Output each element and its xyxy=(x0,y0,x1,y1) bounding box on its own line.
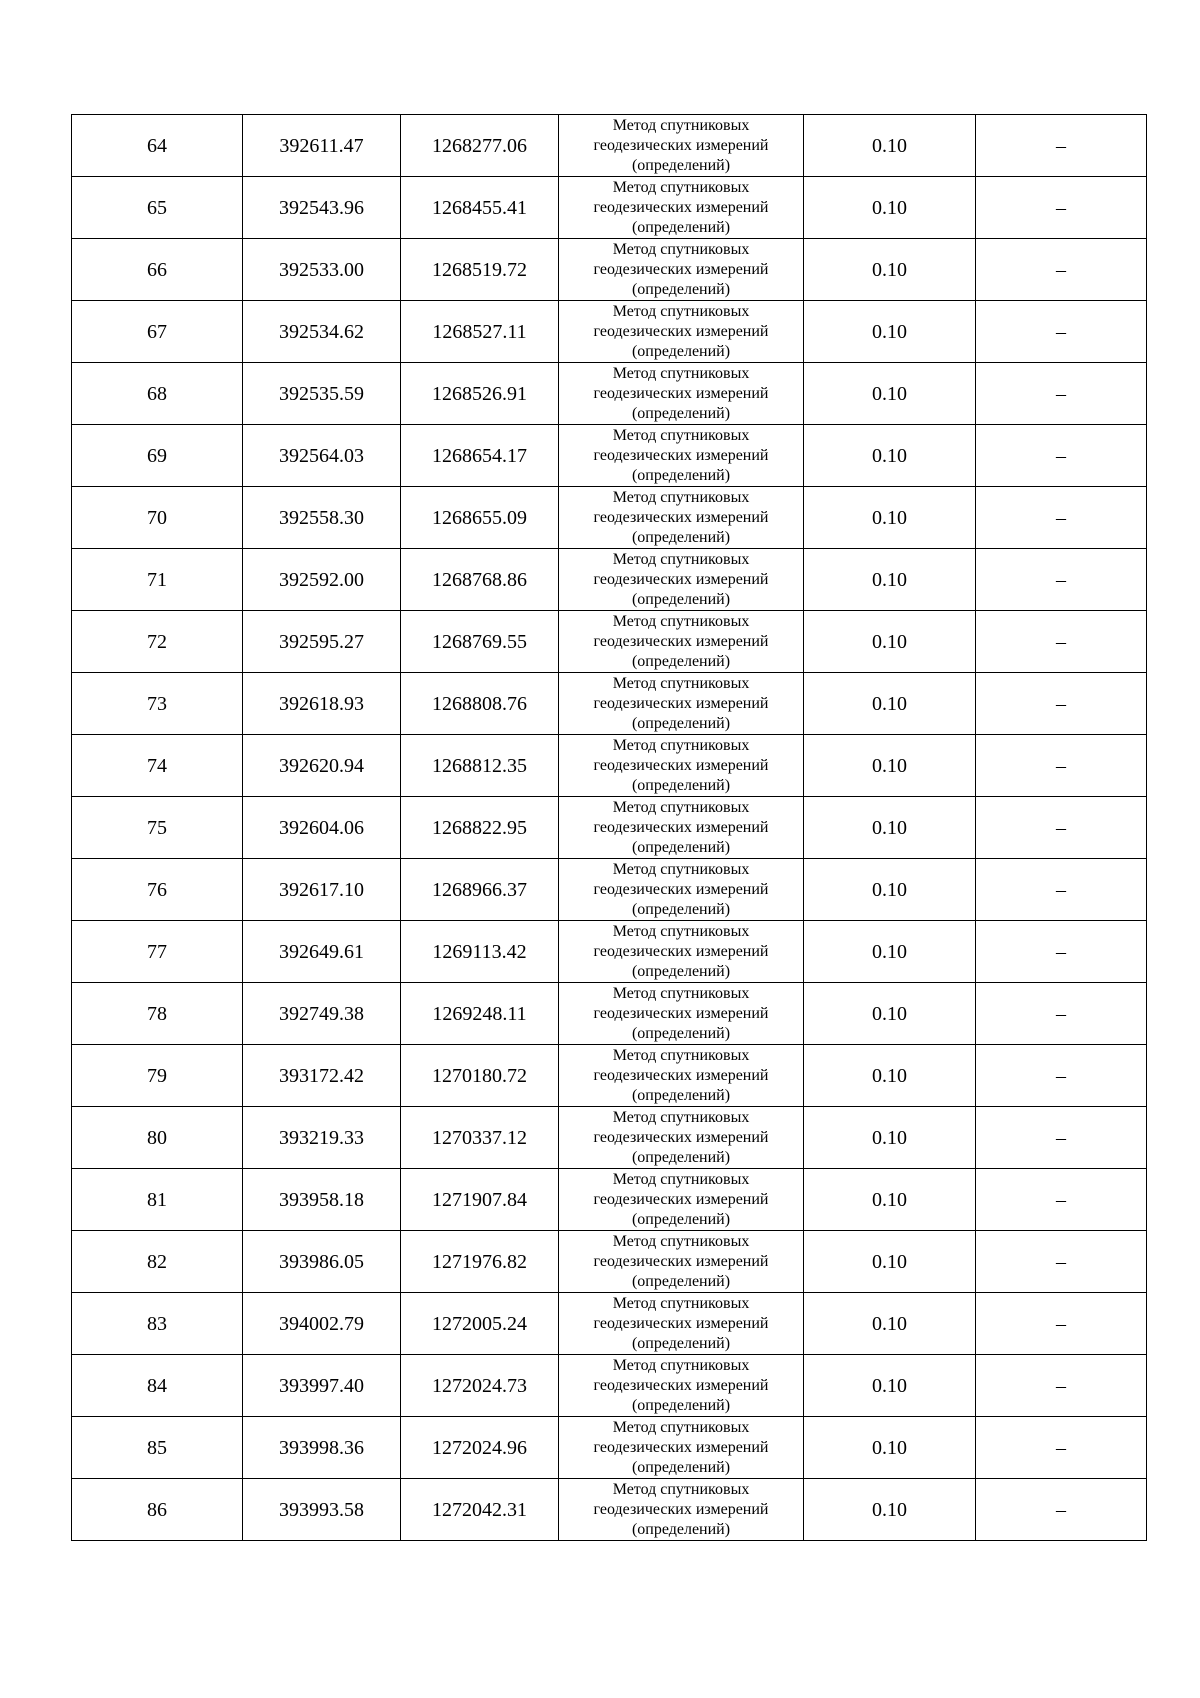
cell-accuracy: 0.10 xyxy=(804,797,976,859)
cell-point-number: 72 xyxy=(72,611,243,673)
coordinates-table-body xyxy=(72,115,1147,1541)
cell-method xyxy=(559,983,804,1045)
method-line: геодезических измерений xyxy=(593,198,769,216)
table-row xyxy=(72,1107,1147,1169)
cell-accuracy: 0.10 xyxy=(804,1355,976,1417)
cell-method xyxy=(559,1107,804,1169)
cell-note: – xyxy=(976,1417,1147,1479)
cell-y-coordinate: 1268654.17 xyxy=(401,425,559,487)
method-line: (определений) xyxy=(631,342,731,360)
table-row xyxy=(72,363,1147,425)
cell-point-number: 81 xyxy=(72,1169,243,1231)
method-line: Метод спутниковых xyxy=(612,1108,750,1126)
cell-method xyxy=(559,1045,804,1107)
method-line: геодезических измерений xyxy=(593,880,769,898)
cell-x-coordinate: 392595.27 xyxy=(243,611,401,673)
cell-x-coordinate: 392611.47 xyxy=(243,115,401,177)
cell-point-number: 67 xyxy=(72,301,243,363)
cell-y-coordinate: 1270180.72 xyxy=(401,1045,559,1107)
method-line: Метод спутниковых xyxy=(612,1294,750,1312)
method-line: геодезических измерений xyxy=(593,1004,769,1022)
cell-point-number: 85 xyxy=(72,1417,243,1479)
cell-y-coordinate: 1268769.55 xyxy=(401,611,559,673)
table-row xyxy=(72,1169,1147,1231)
cell-accuracy: 0.10 xyxy=(804,363,976,425)
method-line: Метод спутниковых xyxy=(612,922,750,940)
cell-method xyxy=(559,115,804,177)
cell-note: – xyxy=(976,363,1147,425)
cell-point-number: 71 xyxy=(72,549,243,611)
cell-x-coordinate: 393993.58 xyxy=(243,1479,401,1541)
cell-y-coordinate: 1272024.73 xyxy=(401,1355,559,1417)
cell-point-number: 66 xyxy=(72,239,243,301)
cell-method xyxy=(559,425,804,487)
cell-y-coordinate: 1268455.41 xyxy=(401,177,559,239)
method-line: геодезических измерений xyxy=(593,1376,769,1394)
method-line: геодезических измерений xyxy=(593,632,769,650)
cell-y-coordinate: 1268519.72 xyxy=(401,239,559,301)
cell-x-coordinate: 392534.62 xyxy=(243,301,401,363)
method-line: Метод спутниковых xyxy=(612,1356,750,1374)
method-line: (определений) xyxy=(631,1148,731,1166)
cell-note: – xyxy=(976,1231,1147,1293)
cell-method xyxy=(559,487,804,549)
method-line: (определений) xyxy=(631,466,731,484)
cell-x-coordinate: 392564.03 xyxy=(243,425,401,487)
cell-y-coordinate: 1269248.11 xyxy=(401,983,559,1045)
cell-y-coordinate: 1268277.06 xyxy=(401,115,559,177)
cell-accuracy: 0.10 xyxy=(804,859,976,921)
cell-note: – xyxy=(976,1045,1147,1107)
cell-x-coordinate: 393219.33 xyxy=(243,1107,401,1169)
cell-note: – xyxy=(976,797,1147,859)
coordinates-table xyxy=(71,114,1147,1541)
method-line: геодезических измерений xyxy=(593,384,769,402)
cell-accuracy: 0.10 xyxy=(804,487,976,549)
cell-point-number: 70 xyxy=(72,487,243,549)
method-line: Метод спутниковых xyxy=(612,1232,750,1250)
cell-method xyxy=(559,673,804,735)
cell-point-number: 75 xyxy=(72,797,243,859)
cell-x-coordinate: 392617.10 xyxy=(243,859,401,921)
table-row xyxy=(72,797,1147,859)
table-row xyxy=(72,921,1147,983)
method-line: Метод спутниковых xyxy=(612,674,750,692)
method-line: геодезических измерений xyxy=(593,1438,769,1456)
method-line: геодезических измерений xyxy=(593,756,769,774)
cell-point-number: 64 xyxy=(72,115,243,177)
method-line: Метод спутниковых xyxy=(612,798,750,816)
method-line: Метод спутниковых xyxy=(612,488,750,506)
method-line: Метод спутниковых xyxy=(612,426,750,444)
table-row xyxy=(72,1479,1147,1541)
cell-accuracy: 0.10 xyxy=(804,1107,976,1169)
cell-x-coordinate: 392618.93 xyxy=(243,673,401,735)
table-row xyxy=(72,1231,1147,1293)
cell-y-coordinate: 1268527.11 xyxy=(401,301,559,363)
method-line: (определений) xyxy=(631,1396,731,1414)
method-line: Метод спутниковых xyxy=(612,240,750,258)
cell-method xyxy=(559,1293,804,1355)
cell-y-coordinate: 1269113.42 xyxy=(401,921,559,983)
cell-y-coordinate: 1272042.31 xyxy=(401,1479,559,1541)
method-line: (определений) xyxy=(631,590,731,608)
cell-x-coordinate: 392592.00 xyxy=(243,549,401,611)
cell-x-coordinate: 393958.18 xyxy=(243,1169,401,1231)
table-row xyxy=(72,735,1147,797)
cell-note: – xyxy=(976,239,1147,301)
method-line: геодезических измерений xyxy=(593,1252,769,1270)
cell-x-coordinate: 393172.42 xyxy=(243,1045,401,1107)
table-row xyxy=(72,1045,1147,1107)
table-row xyxy=(72,1293,1147,1355)
table-row xyxy=(72,549,1147,611)
cell-accuracy: 0.10 xyxy=(804,301,976,363)
cell-x-coordinate: 393997.40 xyxy=(243,1355,401,1417)
method-line: Метод спутниковых xyxy=(612,860,750,878)
cell-accuracy: 0.10 xyxy=(804,983,976,1045)
method-line: (определений) xyxy=(631,1272,731,1290)
cell-method xyxy=(559,1355,804,1417)
cell-y-coordinate: 1268812.35 xyxy=(401,735,559,797)
method-line: (определений) xyxy=(631,652,731,670)
cell-y-coordinate: 1268768.86 xyxy=(401,549,559,611)
table-row xyxy=(72,673,1147,735)
method-line: Метод спутниковых xyxy=(612,1480,750,1498)
method-line: геодезических измерений xyxy=(593,322,769,340)
method-line: Метод спутниковых xyxy=(612,736,750,754)
cell-x-coordinate: 392535.59 xyxy=(243,363,401,425)
method-line: Метод спутниковых xyxy=(612,302,750,320)
table-row xyxy=(72,425,1147,487)
table-row xyxy=(72,1355,1147,1417)
method-line: геодезических измерений xyxy=(593,942,769,960)
cell-note: – xyxy=(976,177,1147,239)
cell-y-coordinate: 1268526.91 xyxy=(401,363,559,425)
table-row xyxy=(72,1417,1147,1479)
cell-method xyxy=(559,859,804,921)
method-line: (определений) xyxy=(631,280,731,298)
table-row xyxy=(72,983,1147,1045)
cell-accuracy: 0.10 xyxy=(804,177,976,239)
cell-point-number: 80 xyxy=(72,1107,243,1169)
cell-point-number: 73 xyxy=(72,673,243,735)
cell-x-coordinate: 392604.06 xyxy=(243,797,401,859)
method-line: Метод спутниковых xyxy=(612,612,750,630)
table-row xyxy=(72,611,1147,673)
table-row xyxy=(72,177,1147,239)
cell-method xyxy=(559,797,804,859)
cell-note: – xyxy=(976,735,1147,797)
cell-y-coordinate: 1271907.84 xyxy=(401,1169,559,1231)
cell-y-coordinate: 1272024.96 xyxy=(401,1417,559,1479)
method-line: (определений) xyxy=(631,1520,731,1538)
cell-y-coordinate: 1268966.37 xyxy=(401,859,559,921)
cell-note: – xyxy=(976,425,1147,487)
cell-point-number: 79 xyxy=(72,1045,243,1107)
cell-x-coordinate: 392749.38 xyxy=(243,983,401,1045)
cell-y-coordinate: 1272005.24 xyxy=(401,1293,559,1355)
cell-y-coordinate: 1268655.09 xyxy=(401,487,559,549)
cell-method xyxy=(559,363,804,425)
cell-method xyxy=(559,301,804,363)
method-line: (определений) xyxy=(631,404,731,422)
method-line: (определений) xyxy=(631,838,731,856)
cell-note: – xyxy=(976,983,1147,1045)
cell-point-number: 68 xyxy=(72,363,243,425)
method-line: геодезических измерений xyxy=(593,1190,769,1208)
cell-point-number: 76 xyxy=(72,859,243,921)
cell-accuracy: 0.10 xyxy=(804,1479,976,1541)
cell-note: – xyxy=(976,1355,1147,1417)
cell-accuracy: 0.10 xyxy=(804,1417,976,1479)
cell-method xyxy=(559,1231,804,1293)
cell-accuracy: 0.10 xyxy=(804,673,976,735)
cell-accuracy: 0.10 xyxy=(804,1169,976,1231)
cell-accuracy: 0.10 xyxy=(804,115,976,177)
cell-note: – xyxy=(976,115,1147,177)
cell-y-coordinate: 1268822.95 xyxy=(401,797,559,859)
method-line: геодезических измерений xyxy=(593,446,769,464)
cell-accuracy: 0.10 xyxy=(804,549,976,611)
cell-x-coordinate: 392543.96 xyxy=(243,177,401,239)
method-line: Метод спутниковых xyxy=(612,364,750,382)
method-line: Метод спутниковых xyxy=(612,1170,750,1188)
method-line: геодезических измерений xyxy=(593,508,769,526)
method-line: Метод спутниковых xyxy=(612,550,750,568)
table-row xyxy=(72,115,1147,177)
cell-note: – xyxy=(976,859,1147,921)
cell-method xyxy=(559,735,804,797)
cell-method xyxy=(559,177,804,239)
method-line: (определений) xyxy=(631,900,731,918)
cell-accuracy: 0.10 xyxy=(804,1293,976,1355)
cell-note: – xyxy=(976,1107,1147,1169)
cell-point-number: 69 xyxy=(72,425,243,487)
method-line: Метод спутниковых xyxy=(612,116,750,134)
cell-y-coordinate: 1268808.76 xyxy=(401,673,559,735)
method-line: геодезических измерений xyxy=(593,1128,769,1146)
table-row xyxy=(72,859,1147,921)
method-line: (определений) xyxy=(631,1334,731,1352)
cell-accuracy: 0.10 xyxy=(804,239,976,301)
method-line: (определений) xyxy=(631,1024,731,1042)
cell-accuracy: 0.10 xyxy=(804,425,976,487)
cell-point-number: 77 xyxy=(72,921,243,983)
method-line: (определений) xyxy=(631,1458,731,1476)
method-line: (определений) xyxy=(631,776,731,794)
cell-x-coordinate: 392620.94 xyxy=(243,735,401,797)
cell-x-coordinate: 392558.30 xyxy=(243,487,401,549)
cell-point-number: 82 xyxy=(72,1231,243,1293)
cell-note: – xyxy=(976,673,1147,735)
cell-x-coordinate: 392533.00 xyxy=(243,239,401,301)
cell-accuracy: 0.10 xyxy=(804,611,976,673)
method-line: Метод спутниковых xyxy=(612,1046,750,1064)
cell-note: – xyxy=(976,611,1147,673)
cell-x-coordinate: 393998.36 xyxy=(243,1417,401,1479)
method-line: Метод спутниковых xyxy=(612,984,750,1002)
method-line: Метод спутниковых xyxy=(612,1418,750,1436)
cell-accuracy: 0.10 xyxy=(804,735,976,797)
cell-x-coordinate: 392649.61 xyxy=(243,921,401,983)
method-line: геодезических измерений xyxy=(593,1066,769,1084)
cell-point-number: 74 xyxy=(72,735,243,797)
cell-note: – xyxy=(976,487,1147,549)
cell-note: – xyxy=(976,301,1147,363)
cell-accuracy: 0.10 xyxy=(804,1045,976,1107)
cell-x-coordinate: 394002.79 xyxy=(243,1293,401,1355)
method-line: геодезических измерений xyxy=(593,1314,769,1332)
cell-point-number: 86 xyxy=(72,1479,243,1541)
method-line: (определений) xyxy=(631,714,731,732)
method-line: Метод спутниковых xyxy=(612,178,750,196)
method-line: геодезических измерений xyxy=(593,694,769,712)
method-line: геодезических измерений xyxy=(593,136,769,154)
cell-y-coordinate: 1271976.82 xyxy=(401,1231,559,1293)
method-line: геодезических измерений xyxy=(593,570,769,588)
cell-point-number: 65 xyxy=(72,177,243,239)
cell-accuracy: 0.10 xyxy=(804,921,976,983)
table-row xyxy=(72,301,1147,363)
cell-note: – xyxy=(976,1169,1147,1231)
cell-method xyxy=(559,549,804,611)
cell-note: – xyxy=(976,921,1147,983)
cell-method xyxy=(559,239,804,301)
method-line: (определений) xyxy=(631,1210,731,1228)
cell-note: – xyxy=(976,1479,1147,1541)
table-row xyxy=(72,487,1147,549)
cell-point-number: 78 xyxy=(72,983,243,1045)
cell-method xyxy=(559,1479,804,1541)
method-line: геодезических измерений xyxy=(593,260,769,278)
cell-x-coordinate: 393986.05 xyxy=(243,1231,401,1293)
cell-method xyxy=(559,1417,804,1479)
method-line: геодезических измерений xyxy=(593,818,769,836)
cell-note: – xyxy=(976,1293,1147,1355)
method-line: геодезических измерений xyxy=(593,1500,769,1518)
method-line: (определений) xyxy=(631,1086,731,1104)
cell-method xyxy=(559,921,804,983)
cell-point-number: 83 xyxy=(72,1293,243,1355)
cell-point-number: 84 xyxy=(72,1355,243,1417)
cell-method xyxy=(559,611,804,673)
cell-y-coordinate: 1270337.12 xyxy=(401,1107,559,1169)
method-line: (определений) xyxy=(631,218,731,236)
table-row xyxy=(72,239,1147,301)
method-line: (определений) xyxy=(631,528,731,546)
cell-accuracy: 0.10 xyxy=(804,1231,976,1293)
method-line: (определений) xyxy=(631,156,731,174)
cell-note: – xyxy=(976,549,1147,611)
cell-method xyxy=(559,1169,804,1231)
method-line: (определений) xyxy=(631,962,731,980)
